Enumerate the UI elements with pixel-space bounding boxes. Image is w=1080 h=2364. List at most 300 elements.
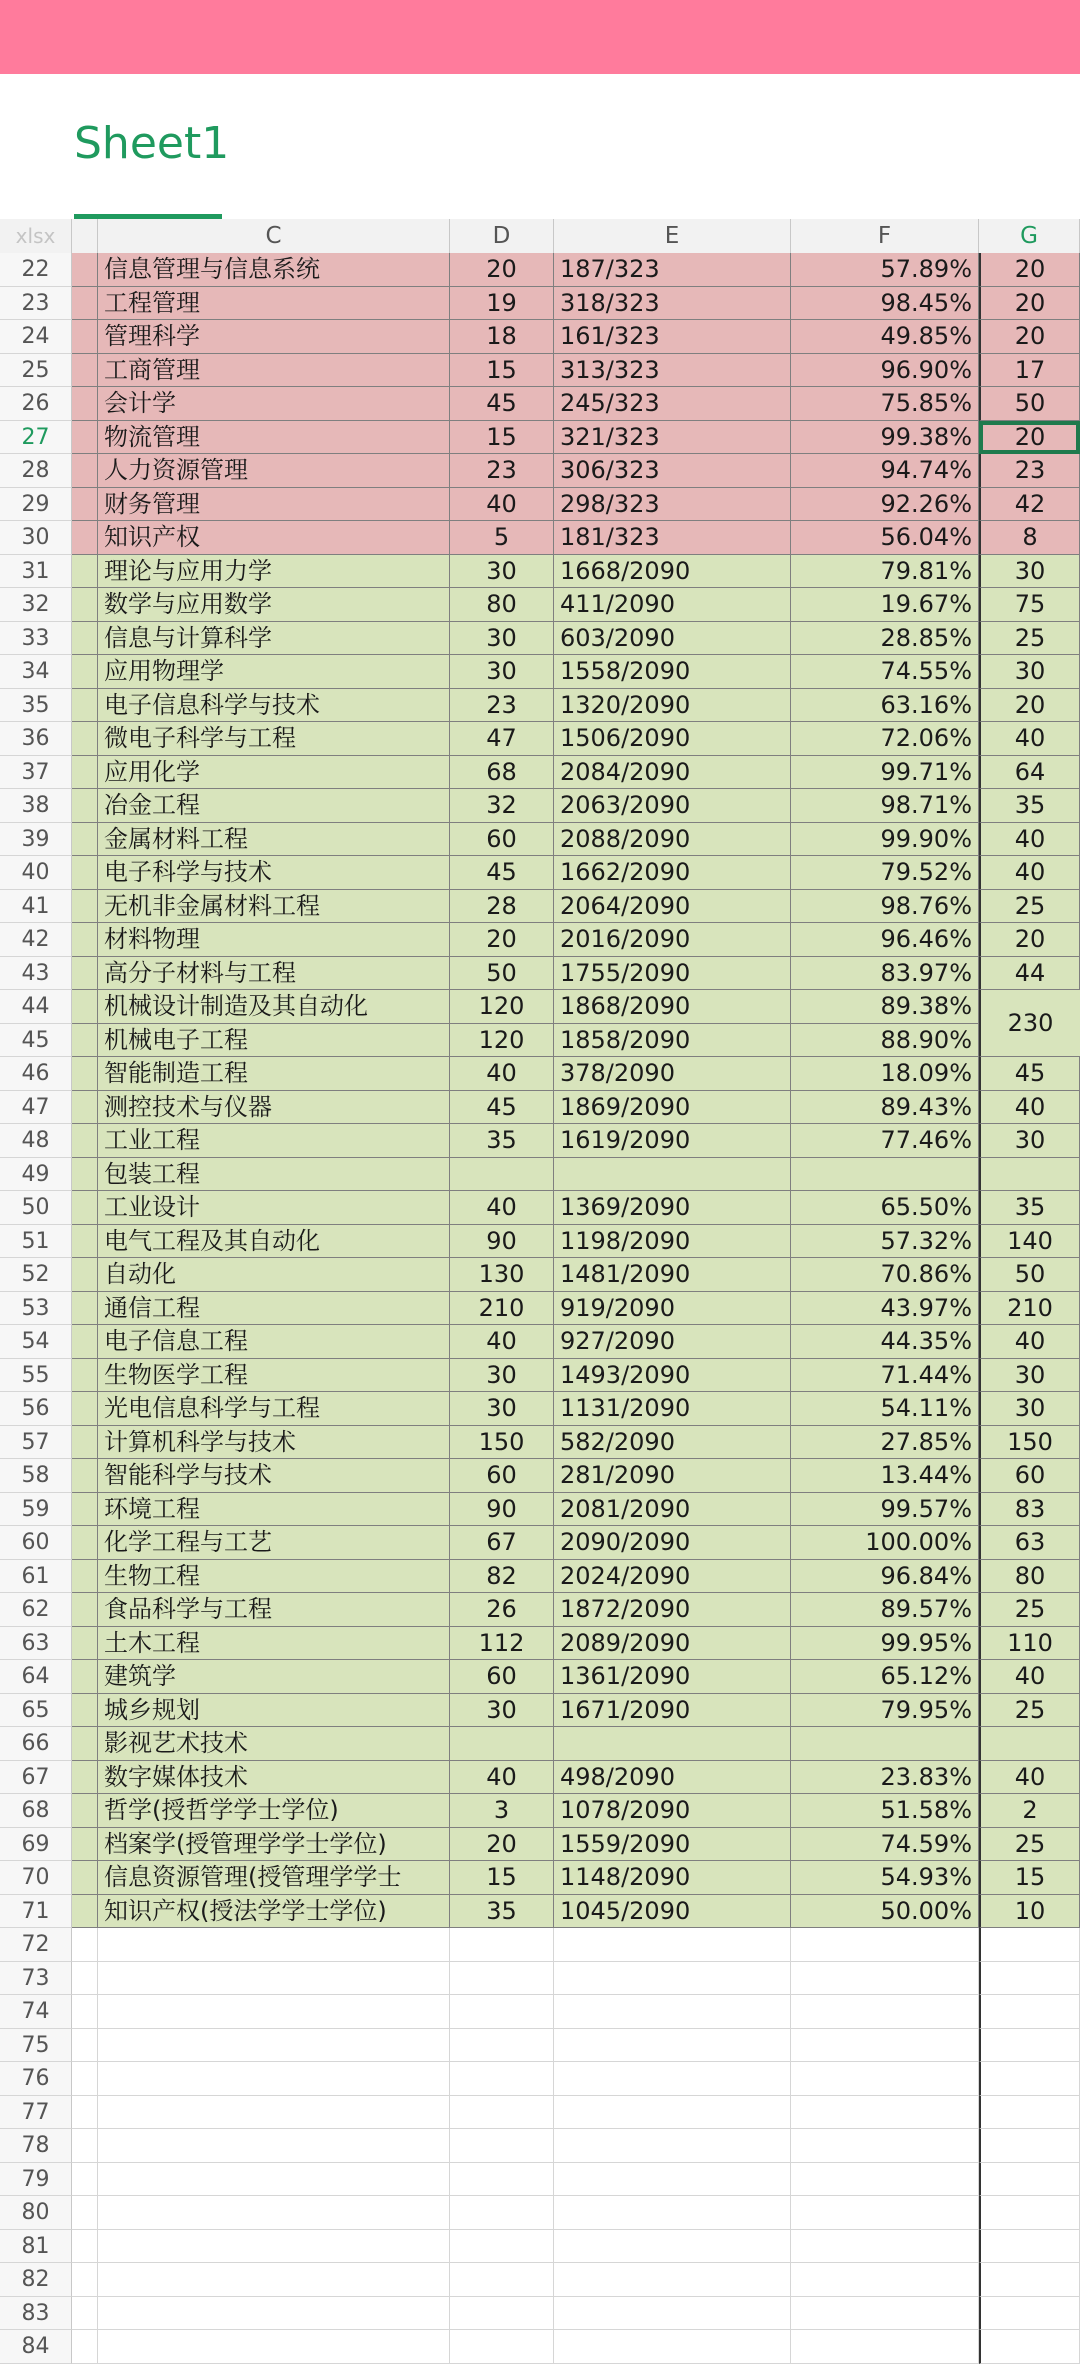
row-header[interactable]: 63 bbox=[0, 1627, 72, 1661]
cell-major-name[interactable]: 信息与计算科学 bbox=[98, 622, 450, 656]
row-header[interactable]: 33 bbox=[0, 622, 72, 656]
cell-b[interactable] bbox=[72, 320, 98, 354]
cell-percent[interactable]: 79.95% bbox=[791, 1694, 979, 1728]
cell-major-name[interactable]: 金属材料工程 bbox=[98, 823, 450, 857]
cell-major-name[interactable]: 数字媒体技术 bbox=[98, 1761, 450, 1795]
cell-percent[interactable]: 100.00% bbox=[791, 1526, 979, 1560]
cell-major-name[interactable]: 环境工程 bbox=[98, 1493, 450, 1527]
cell-g[interactable]: 15 bbox=[979, 1861, 1080, 1895]
cell-major-name[interactable]: 信息管理与信息系统 bbox=[98, 253, 450, 287]
row-header[interactable]: 58 bbox=[0, 1459, 72, 1493]
column-header-e[interactable]: E bbox=[554, 219, 791, 253]
row-header[interactable]: 44 bbox=[0, 990, 72, 1024]
cell-major-name[interactable] bbox=[98, 2263, 450, 2297]
cell-g[interactable]: 63 bbox=[979, 1526, 1080, 1560]
cell-g[interactable]: 42 bbox=[979, 488, 1080, 522]
cell-percent[interactable]: 96.84% bbox=[791, 1560, 979, 1594]
cell-major-name[interactable]: 智能科学与技术 bbox=[98, 1459, 450, 1493]
cell-major-name[interactable]: 机械设计制造及其自动化 bbox=[98, 990, 450, 1024]
cell-major-name[interactable] bbox=[98, 1962, 450, 1996]
row-header[interactable]: 77 bbox=[0, 2096, 72, 2130]
cell-rank[interactable]: 411/2090 bbox=[554, 588, 791, 622]
row-header[interactable]: 47 bbox=[0, 1091, 72, 1125]
cell-major-name[interactable]: 工程管理 bbox=[98, 287, 450, 321]
cell-rank[interactable]: 1198/2090 bbox=[554, 1225, 791, 1259]
cell-rank[interactable]: 1558/2090 bbox=[554, 655, 791, 689]
cell-percent[interactable] bbox=[791, 2163, 979, 2197]
cell-percent[interactable]: 54.93% bbox=[791, 1861, 979, 1895]
cell-rank[interactable]: 298/323 bbox=[554, 488, 791, 522]
cell-major-name[interactable]: 财务管理 bbox=[98, 488, 450, 522]
cell-b[interactable] bbox=[72, 957, 98, 991]
cell-g[interactable] bbox=[979, 2096, 1080, 2130]
cell-rank[interactable]: 1671/2090 bbox=[554, 1694, 791, 1728]
cell-percent[interactable]: 96.46% bbox=[791, 923, 979, 957]
cell-plan-count[interactable]: 30 bbox=[450, 1694, 554, 1728]
cell-b[interactable] bbox=[72, 923, 98, 957]
cell-b[interactable] bbox=[72, 1392, 98, 1426]
cell-percent[interactable] bbox=[791, 1995, 979, 2029]
cell-major-name[interactable] bbox=[98, 1995, 450, 2029]
cell-g[interactable]: 35 bbox=[979, 1191, 1080, 1225]
cell-plan-count[interactable] bbox=[450, 1995, 554, 2029]
cell-g[interactable]: 150 bbox=[979, 1426, 1080, 1460]
cell-plan-count[interactable]: 30 bbox=[450, 555, 554, 589]
row-header[interactable]: 69 bbox=[0, 1828, 72, 1862]
merged-cell-g[interactable]: 230 bbox=[979, 990, 1080, 1057]
cell-g[interactable] bbox=[979, 1962, 1080, 1996]
cell-g[interactable] bbox=[979, 1995, 1080, 2029]
cell-g[interactable]: 25 bbox=[979, 1694, 1080, 1728]
cell-g[interactable]: 50 bbox=[979, 1258, 1080, 1292]
cell-b[interactable] bbox=[72, 1861, 98, 1895]
cell-major-name[interactable]: 冶金工程 bbox=[98, 789, 450, 823]
cell-percent[interactable] bbox=[791, 2330, 979, 2364]
row-header[interactable]: 66 bbox=[0, 1727, 72, 1761]
cell-percent[interactable]: 75.85% bbox=[791, 387, 979, 421]
cell-major-name[interactable]: 人力资源管理 bbox=[98, 454, 450, 488]
cell-percent[interactable] bbox=[791, 1727, 979, 1761]
row-header[interactable]: 22 bbox=[0, 253, 72, 287]
sheet-tab-sheet1[interactable]: Sheet1 bbox=[74, 118, 230, 169]
cell-plan-count[interactable]: 60 bbox=[450, 1660, 554, 1694]
cell-b[interactable] bbox=[72, 1761, 98, 1795]
cell-major-name[interactable]: 哲学(授哲学学士学位) bbox=[98, 1794, 450, 1828]
cell-b[interactable] bbox=[72, 622, 98, 656]
cell-g[interactable]: 17 bbox=[979, 354, 1080, 388]
cell-g[interactable]: 50 bbox=[979, 387, 1080, 421]
cell-rank[interactable]: 1858/2090 bbox=[554, 1024, 791, 1058]
row-header[interactable]: 55 bbox=[0, 1359, 72, 1393]
cell-g[interactable]: 23 bbox=[979, 454, 1080, 488]
cell-b[interactable] bbox=[72, 253, 98, 287]
cell-rank[interactable] bbox=[554, 2096, 791, 2130]
cell-b[interactable] bbox=[72, 1426, 98, 1460]
cell-percent[interactable]: 74.59% bbox=[791, 1828, 979, 1862]
cell-g[interactable]: 30 bbox=[979, 1124, 1080, 1158]
cell-g[interactable] bbox=[979, 2263, 1080, 2297]
cell-plan-count[interactable] bbox=[450, 2330, 554, 2364]
cell-rank[interactable]: 2090/2090 bbox=[554, 1526, 791, 1560]
cell-major-name[interactable]: 食品科学与工程 bbox=[98, 1593, 450, 1627]
row-header[interactable]: 83 bbox=[0, 2297, 72, 2331]
cell-b[interactable] bbox=[72, 387, 98, 421]
cell-g[interactable]: 30 bbox=[979, 1359, 1080, 1393]
cell-plan-count[interactable]: 45 bbox=[450, 856, 554, 890]
cell-b[interactable] bbox=[72, 722, 98, 756]
cell-rank[interactable] bbox=[554, 1928, 791, 1962]
cell-rank[interactable] bbox=[554, 2163, 791, 2197]
cell-b[interactable] bbox=[72, 1995, 98, 2029]
cell-rank[interactable]: 498/2090 bbox=[554, 1761, 791, 1795]
cell-g[interactable]: 20 bbox=[979, 287, 1080, 321]
row-header[interactable]: 40 bbox=[0, 856, 72, 890]
cell-b[interactable] bbox=[72, 2163, 98, 2197]
cell-g[interactable]: 80 bbox=[979, 1560, 1080, 1594]
cell-percent[interactable] bbox=[791, 2096, 979, 2130]
row-header[interactable]: 42 bbox=[0, 923, 72, 957]
cell-b[interactable] bbox=[72, 1459, 98, 1493]
cell-b[interactable] bbox=[72, 990, 98, 1024]
cell-g[interactable] bbox=[979, 2196, 1080, 2230]
column-header-g[interactable]: G bbox=[979, 219, 1080, 253]
cell-percent[interactable]: 83.97% bbox=[791, 957, 979, 991]
cell-g[interactable]: 140 bbox=[979, 1225, 1080, 1259]
cell-percent[interactable]: 57.89% bbox=[791, 253, 979, 287]
row-header[interactable]: 57 bbox=[0, 1426, 72, 1460]
column-header-b[interactable] bbox=[72, 219, 98, 253]
row-header[interactable]: 37 bbox=[0, 756, 72, 790]
cell-g[interactable]: 44 bbox=[979, 957, 1080, 991]
cell-major-name[interactable] bbox=[98, 2163, 450, 2197]
cell-plan-count[interactable]: 150 bbox=[450, 1426, 554, 1460]
cell-b[interactable] bbox=[72, 2230, 98, 2264]
row-header[interactable]: 71 bbox=[0, 1895, 72, 1929]
cell-rank[interactable]: 2088/2090 bbox=[554, 823, 791, 857]
cell-b[interactable] bbox=[72, 2029, 98, 2063]
cell-plan-count[interactable]: 60 bbox=[450, 1459, 554, 1493]
cell-b[interactable] bbox=[72, 1292, 98, 1326]
cell-b[interactable] bbox=[72, 354, 98, 388]
cell-percent[interactable]: 65.12% bbox=[791, 1660, 979, 1694]
cell-b[interactable] bbox=[72, 1091, 98, 1125]
cell-b[interactable] bbox=[72, 1794, 98, 1828]
cell-plan-count[interactable]: 30 bbox=[450, 655, 554, 689]
cell-g[interactable]: 10 bbox=[979, 1895, 1080, 1929]
cell-rank[interactable]: 378/2090 bbox=[554, 1057, 791, 1091]
cell-percent[interactable]: 51.58% bbox=[791, 1794, 979, 1828]
column-header-c[interactable]: C bbox=[98, 219, 450, 253]
cell-g[interactable] bbox=[979, 2330, 1080, 2364]
row-header[interactable]: 80 bbox=[0, 2196, 72, 2230]
cell-g[interactable]: 40 bbox=[979, 1660, 1080, 1694]
row-header[interactable]: 30 bbox=[0, 521, 72, 555]
cell-percent[interactable]: 99.71% bbox=[791, 756, 979, 790]
cell-rank[interactable]: 2081/2090 bbox=[554, 1493, 791, 1527]
row-header[interactable]: 28 bbox=[0, 454, 72, 488]
cell-g[interactable]: 75 bbox=[979, 588, 1080, 622]
row-header[interactable]: 24 bbox=[0, 320, 72, 354]
cell-plan-count[interactable]: 23 bbox=[450, 454, 554, 488]
cell-major-name[interactable]: 土木工程 bbox=[98, 1627, 450, 1661]
cell-g[interactable]: 35 bbox=[979, 789, 1080, 823]
cell-major-name[interactable]: 微电子科学与工程 bbox=[98, 722, 450, 756]
cell-g[interactable]: 25 bbox=[979, 622, 1080, 656]
cell-percent[interactable]: 50.00% bbox=[791, 1895, 979, 1929]
row-header[interactable]: 27 bbox=[0, 421, 72, 455]
cell-rank[interactable]: 181/323 bbox=[554, 521, 791, 555]
row-header[interactable]: 41 bbox=[0, 890, 72, 924]
cell-major-name[interactable]: 生物医学工程 bbox=[98, 1359, 450, 1393]
cell-plan-count[interactable]: 18 bbox=[450, 320, 554, 354]
cell-percent[interactable]: 18.09% bbox=[791, 1057, 979, 1091]
cell-b[interactable] bbox=[72, 1560, 98, 1594]
cell-g[interactable] bbox=[979, 2163, 1080, 2197]
cell-major-name[interactable]: 计算机科学与技术 bbox=[98, 1426, 450, 1460]
row-header[interactable]: 39 bbox=[0, 823, 72, 857]
cell-plan-count[interactable] bbox=[450, 2196, 554, 2230]
cell-g[interactable]: 20 bbox=[979, 421, 1080, 455]
cell-b[interactable] bbox=[72, 1191, 98, 1225]
row-header[interactable]: 79 bbox=[0, 2163, 72, 2197]
cell-b[interactable] bbox=[72, 1962, 98, 1996]
cell-major-name[interactable] bbox=[98, 2230, 450, 2264]
row-header[interactable]: 35 bbox=[0, 689, 72, 723]
cell-b[interactable] bbox=[72, 1727, 98, 1761]
cell-major-name[interactable]: 会计学 bbox=[98, 387, 450, 421]
cell-major-name[interactable]: 档案学(授管理学学士学位) bbox=[98, 1828, 450, 1862]
cell-rank[interactable]: 245/323 bbox=[554, 387, 791, 421]
cell-g[interactable]: 40 bbox=[979, 1091, 1080, 1125]
cell-g[interactable]: 64 bbox=[979, 756, 1080, 790]
cell-rank[interactable]: 187/323 bbox=[554, 253, 791, 287]
cell-g[interactable]: 20 bbox=[979, 923, 1080, 957]
cell-major-name[interactable]: 无机非金属材料工程 bbox=[98, 890, 450, 924]
cell-major-name[interactable] bbox=[98, 1928, 450, 1962]
cell-major-name[interactable]: 电子信息工程 bbox=[98, 1325, 450, 1359]
cell-b[interactable] bbox=[72, 1627, 98, 1661]
cell-plan-count[interactable]: 82 bbox=[450, 1560, 554, 1594]
cell-major-name[interactable]: 信息资源管理(授管理学学士 bbox=[98, 1861, 450, 1895]
cell-b[interactable] bbox=[72, 454, 98, 488]
cell-b[interactable] bbox=[72, 689, 98, 723]
row-header[interactable]: 46 bbox=[0, 1057, 72, 1091]
cell-g[interactable]: 8 bbox=[979, 521, 1080, 555]
cell-major-name[interactable]: 机械电子工程 bbox=[98, 1024, 450, 1058]
cell-rank[interactable]: 1481/2090 bbox=[554, 1258, 791, 1292]
cell-major-name[interactable] bbox=[98, 2297, 450, 2331]
cell-b[interactable] bbox=[72, 287, 98, 321]
cell-percent[interactable]: 13.44% bbox=[791, 1459, 979, 1493]
row-header[interactable]: 34 bbox=[0, 655, 72, 689]
cell-major-name[interactable]: 智能制造工程 bbox=[98, 1057, 450, 1091]
cell-percent[interactable]: 98.71% bbox=[791, 789, 979, 823]
cell-percent[interactable]: 49.85% bbox=[791, 320, 979, 354]
cell-rank[interactable]: 1320/2090 bbox=[554, 689, 791, 723]
cell-rank[interactable] bbox=[554, 2196, 791, 2230]
cell-rank[interactable]: 1868/2090 bbox=[554, 990, 791, 1024]
cell-g[interactable]: 60 bbox=[979, 1459, 1080, 1493]
cell-plan-count[interactable]: 112 bbox=[450, 1627, 554, 1661]
cell-major-name[interactable] bbox=[98, 2062, 450, 2096]
cell-b[interactable] bbox=[72, 1325, 98, 1359]
cell-plan-count[interactable]: 20 bbox=[450, 1828, 554, 1862]
cell-major-name[interactable]: 管理科学 bbox=[98, 320, 450, 354]
cell-major-name[interactable]: 电气工程及其自动化 bbox=[98, 1225, 450, 1259]
cell-b[interactable] bbox=[72, 555, 98, 589]
cell-plan-count[interactable]: 45 bbox=[450, 387, 554, 421]
cell-percent[interactable]: 98.76% bbox=[791, 890, 979, 924]
row-header[interactable]: 78 bbox=[0, 2129, 72, 2163]
row-header[interactable]: 50 bbox=[0, 1191, 72, 1225]
cell-g[interactable]: 83 bbox=[979, 1493, 1080, 1527]
cell-major-name[interactable] bbox=[98, 2129, 450, 2163]
cell-b[interactable] bbox=[72, 1158, 98, 1192]
cell-rank[interactable]: 1668/2090 bbox=[554, 555, 791, 589]
cell-plan-count[interactable]: 35 bbox=[450, 1895, 554, 1929]
cell-g[interactable] bbox=[979, 2029, 1080, 2063]
cell-g[interactable]: 110 bbox=[979, 1627, 1080, 1661]
cell-b[interactable] bbox=[72, 2096, 98, 2130]
row-header[interactable]: 56 bbox=[0, 1392, 72, 1426]
cell-rank[interactable]: 2064/2090 bbox=[554, 890, 791, 924]
cell-percent[interactable]: 63.16% bbox=[791, 689, 979, 723]
cell-plan-count[interactable]: 5 bbox=[450, 521, 554, 555]
cell-plan-count[interactable]: 90 bbox=[450, 1493, 554, 1527]
cell-major-name[interactable]: 包装工程 bbox=[98, 1158, 450, 1192]
row-header[interactable]: 61 bbox=[0, 1560, 72, 1594]
row-header[interactable]: 25 bbox=[0, 354, 72, 388]
row-header[interactable]: 67 bbox=[0, 1761, 72, 1795]
row-header[interactable]: 62 bbox=[0, 1593, 72, 1627]
cell-plan-count[interactable] bbox=[450, 2062, 554, 2096]
cell-b[interactable] bbox=[72, 2196, 98, 2230]
cell-rank[interactable]: 919/2090 bbox=[554, 1292, 791, 1326]
cell-rank[interactable]: 1131/2090 bbox=[554, 1392, 791, 1426]
cell-plan-count[interactable]: 32 bbox=[450, 789, 554, 823]
cell-percent[interactable]: 74.55% bbox=[791, 655, 979, 689]
cell-rank[interactable]: 306/323 bbox=[554, 454, 791, 488]
cell-rank[interactable]: 1506/2090 bbox=[554, 722, 791, 756]
cell-rank[interactable]: 2024/2090 bbox=[554, 1560, 791, 1594]
cell-rank[interactable]: 1369/2090 bbox=[554, 1191, 791, 1225]
cell-rank[interactable]: 1559/2090 bbox=[554, 1828, 791, 1862]
cell-plan-count[interactable]: 3 bbox=[450, 1794, 554, 1828]
cell-plan-count[interactable]: 47 bbox=[450, 722, 554, 756]
cell-plan-count[interactable] bbox=[450, 2163, 554, 2197]
cell-plan-count[interactable]: 68 bbox=[450, 756, 554, 790]
cell-percent[interactable] bbox=[791, 2196, 979, 2230]
cell-g[interactable] bbox=[979, 2230, 1080, 2264]
cell-rank[interactable] bbox=[554, 1727, 791, 1761]
row-header[interactable]: 51 bbox=[0, 1225, 72, 1259]
row-header[interactable]: 29 bbox=[0, 488, 72, 522]
cell-rank[interactable] bbox=[554, 2230, 791, 2264]
cell-g[interactable]: 30 bbox=[979, 1392, 1080, 1426]
cell-percent[interactable] bbox=[791, 2263, 979, 2297]
row-header[interactable]: 82 bbox=[0, 2263, 72, 2297]
cell-percent[interactable]: 70.86% bbox=[791, 1258, 979, 1292]
cell-b[interactable] bbox=[72, 2062, 98, 2096]
cell-rank[interactable]: 1662/2090 bbox=[554, 856, 791, 890]
cell-plan-count[interactable]: 120 bbox=[450, 1024, 554, 1058]
cell-major-name[interactable]: 高分子材料与工程 bbox=[98, 957, 450, 991]
cell-b[interactable] bbox=[72, 2297, 98, 2331]
cell-g[interactable]: 2 bbox=[979, 1794, 1080, 1828]
cell-b[interactable] bbox=[72, 1258, 98, 1292]
cell-plan-count[interactable] bbox=[450, 1727, 554, 1761]
cell-percent[interactable]: 94.74% bbox=[791, 454, 979, 488]
cell-percent[interactable] bbox=[791, 1158, 979, 1192]
cell-percent[interactable]: 79.81% bbox=[791, 555, 979, 589]
cell-percent[interactable]: 72.06% bbox=[791, 722, 979, 756]
cell-plan-count[interactable]: 30 bbox=[450, 1392, 554, 1426]
cell-rank[interactable]: 927/2090 bbox=[554, 1325, 791, 1359]
cell-rank[interactable]: 603/2090 bbox=[554, 622, 791, 656]
cell-plan-count[interactable]: 40 bbox=[450, 1057, 554, 1091]
cell-major-name[interactable]: 理论与应用力学 bbox=[98, 555, 450, 589]
cell-g[interactable]: 20 bbox=[979, 689, 1080, 723]
cell-percent[interactable]: 54.11% bbox=[791, 1392, 979, 1426]
cell-percent[interactable]: 65.50% bbox=[791, 1191, 979, 1225]
cell-plan-count[interactable]: 28 bbox=[450, 890, 554, 924]
cell-plan-count[interactable] bbox=[450, 2230, 554, 2264]
cell-g[interactable] bbox=[979, 2062, 1080, 2096]
row-header[interactable]: 81 bbox=[0, 2230, 72, 2264]
cell-plan-count[interactable]: 50 bbox=[450, 957, 554, 991]
cell-percent[interactable]: 89.43% bbox=[791, 1091, 979, 1125]
cell-major-name[interactable]: 生物工程 bbox=[98, 1560, 450, 1594]
cell-b[interactable] bbox=[72, 2263, 98, 2297]
cell-g[interactable]: 20 bbox=[979, 253, 1080, 287]
cell-rank[interactable]: 1869/2090 bbox=[554, 1091, 791, 1125]
cell-plan-count[interactable]: 30 bbox=[450, 1359, 554, 1393]
cell-plan-count[interactable]: 40 bbox=[450, 488, 554, 522]
cell-g[interactable] bbox=[979, 1158, 1080, 1192]
cell-plan-count[interactable]: 80 bbox=[450, 588, 554, 622]
row-header[interactable]: 70 bbox=[0, 1861, 72, 1895]
cell-rank[interactable]: 318/323 bbox=[554, 287, 791, 321]
cell-major-name[interactable] bbox=[98, 2029, 450, 2063]
cell-rank[interactable]: 1148/2090 bbox=[554, 1861, 791, 1895]
cell-rank[interactable]: 1045/2090 bbox=[554, 1895, 791, 1929]
cell-g[interactable] bbox=[979, 1928, 1080, 1962]
cell-plan-count[interactable]: 130 bbox=[450, 1258, 554, 1292]
cell-rank[interactable] bbox=[554, 1995, 791, 2029]
cell-percent[interactable]: 99.38% bbox=[791, 421, 979, 455]
cell-plan-count[interactable]: 20 bbox=[450, 253, 554, 287]
cell-b[interactable] bbox=[72, 1124, 98, 1158]
cell-percent[interactable]: 28.85% bbox=[791, 622, 979, 656]
cell-major-name[interactable]: 知识产权(授法学学士学位) bbox=[98, 1895, 450, 1929]
cell-plan-count[interactable]: 19 bbox=[450, 287, 554, 321]
cell-major-name[interactable]: 化学工程与工艺 bbox=[98, 1526, 450, 1560]
cell-percent[interactable] bbox=[791, 1928, 979, 1962]
cell-rank[interactable]: 1361/2090 bbox=[554, 1660, 791, 1694]
cell-percent[interactable] bbox=[791, 1962, 979, 1996]
spreadsheet-grid[interactable] bbox=[0, 219, 1080, 2359]
cell-major-name[interactable]: 工商管理 bbox=[98, 354, 450, 388]
cell-rank[interactable]: 1872/2090 bbox=[554, 1593, 791, 1627]
cell-g[interactable]: 40 bbox=[979, 1325, 1080, 1359]
cell-g[interactable]: 210 bbox=[979, 1292, 1080, 1326]
cell-rank[interactable] bbox=[554, 2297, 791, 2331]
cell-rank[interactable]: 1619/2090 bbox=[554, 1124, 791, 1158]
cell-g[interactable]: 25 bbox=[979, 1828, 1080, 1862]
row-header[interactable]: 36 bbox=[0, 722, 72, 756]
row-header[interactable]: 73 bbox=[0, 1962, 72, 1996]
cell-major-name[interactable]: 自动化 bbox=[98, 1258, 450, 1292]
